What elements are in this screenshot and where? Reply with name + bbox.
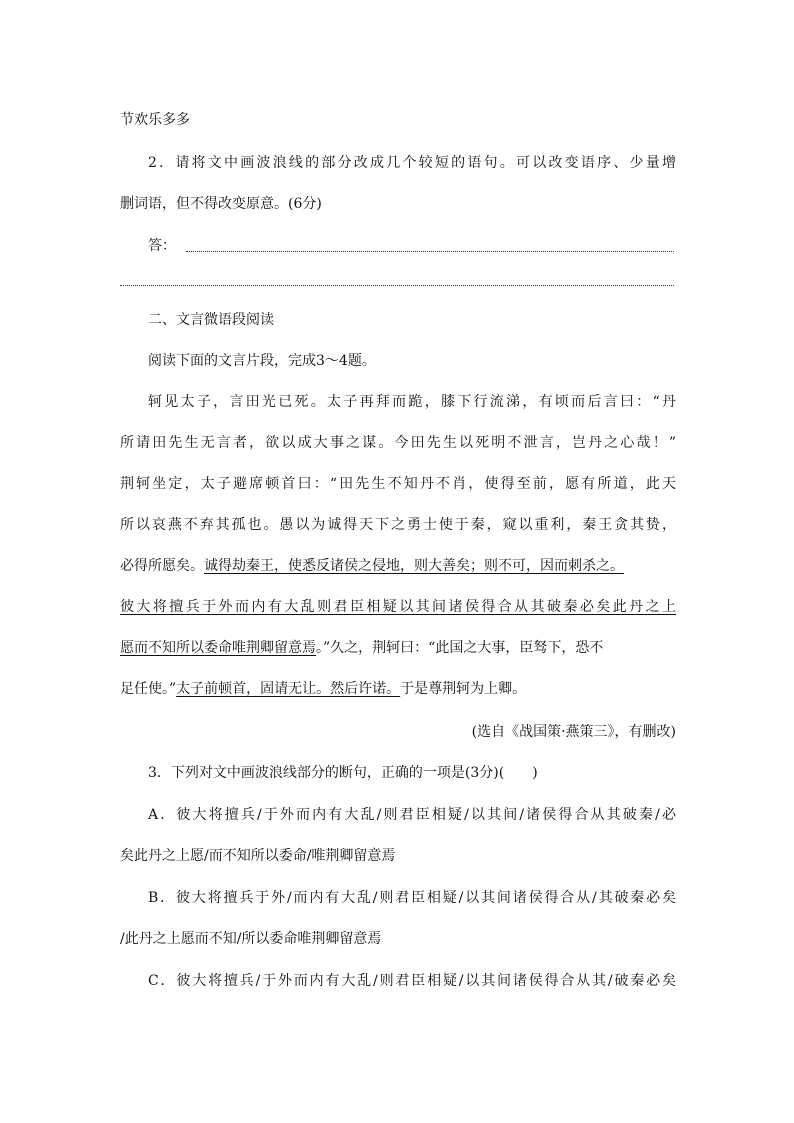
answer-line[interactable] (120, 285, 674, 286)
option-a-continued[interactable]: 矣此丹之上愿/而不知所以委命/唯荆卿留意焉 (120, 848, 396, 864)
passage-text: 足任使。” (120, 681, 177, 697)
question-2-line: 删词语，但不得改变原意。(6分) (120, 196, 322, 212)
question-2-line: 2．请将文中画波浪线的部分改成几个较短的语句。可以改变语序、少量增 (148, 155, 676, 171)
option-b[interactable]: B．彼大将擅兵于外/而内有大乱/则君臣相疑/以其间诸侯得合从/其破秦必矣 (148, 890, 676, 906)
option-b-continued[interactable]: /此丹之上愿而不知/所以委命唯荆卿留意焉 (120, 931, 382, 947)
passage-line: 所请田先生无言者，欲以成大事之谋。今田先生以死明不泄言，岂丹之心哉！” (120, 435, 676, 451)
underlined-text: 诚得劫秦王，使悉反诸侯之侵地，则大善矣；则不可，因而刺杀之。 (204, 558, 624, 574)
passage-line: 所以哀燕不弃其孤也。愚以为诚得天下之勇士使于秦，窥以重利，秦王贪其贽， (120, 517, 676, 533)
option-c[interactable]: C．彼大将擅兵/于外而内有大乱/则君臣相疑/以其间诸侯得合从其/破秦必矣 (148, 973, 676, 989)
answer-line[interactable] (186, 251, 674, 252)
passage-text: 于是尊荆轲为上卿。 (400, 681, 527, 697)
instruction: 阅读下面的文言片段，完成3～4题。 (148, 353, 376, 369)
wavy-text: 愿而不知所以委命唯荆卿留意焉 (120, 640, 316, 656)
passage-line (120, 679, 676, 699)
passage-line (120, 638, 676, 658)
section-heading: 二、文言微语段阅读 (148, 312, 274, 328)
underlined-text: 太子前顿首，固请无让。然后许诺。 (176, 681, 401, 697)
passage-line: 荆轲坐定，太子避席顿首曰：“田先生不知丹不肖，使得至前，愿有所道，此天 (120, 476, 676, 492)
answer-label: 答： (148, 238, 176, 254)
passage-text: 必得所愿矣。 (120, 558, 204, 574)
source-citation: (选自《战国策·燕策三》，有删改) (471, 724, 676, 740)
text-line: 节欢乐多多 (120, 112, 190, 128)
question-3: 3．下列对文中画波浪线部分的断句，正确的一项是(3分)( ) (148, 765, 538, 781)
wavy-passage-line: 彼大将擅兵于外而内有大乱则君臣相疑以其间诸侯得合从其破秦必矣此丹之上 (120, 599, 676, 615)
option-a[interactable]: A．彼大将擅兵/于外而内有大乱/则君臣相疑/以其间/诸侯得合从其破秦/必 (148, 807, 676, 823)
passage-text: 。”久之，荆轲曰：“此国之大事，臣驽下，恐不 (316, 640, 604, 656)
passage-line (120, 556, 676, 576)
passage-line: 轲见太子，言田光已死。太子再拜而跪，膝下行流涕，有顷而后言曰：“丹 (148, 394, 676, 410)
